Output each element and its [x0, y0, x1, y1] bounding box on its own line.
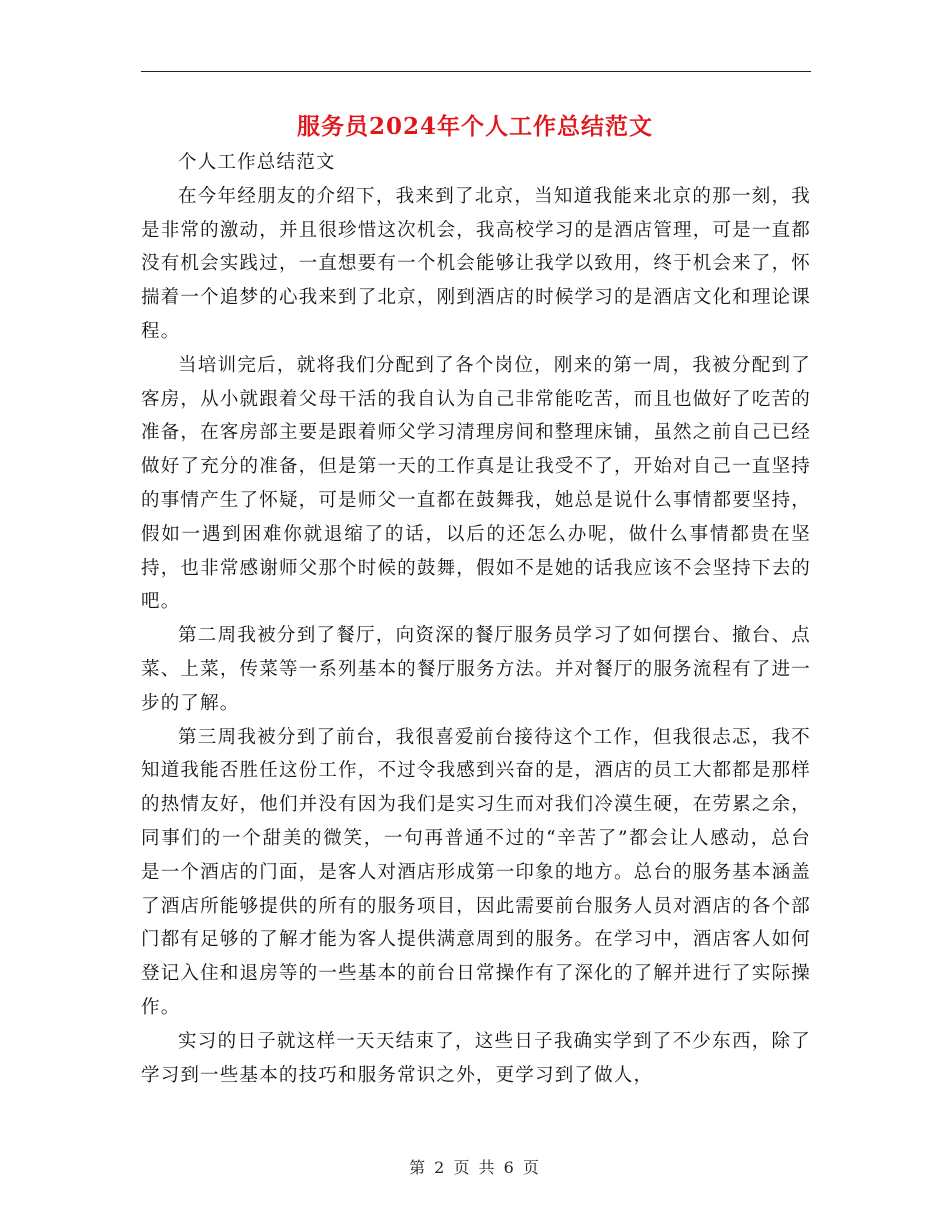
paragraph: 第三周我被分到了前台，我很喜爱前台接待这个工作，但我很忐忑，我不知道我能否胜任这份工作，不过令我感到兴奋的是，酒店的员工大都都是那样的热情友好，他们并没有因为我们是实习生而对我们冷漠生硬，在劳累之余，同事们的一个甜美的微笑，一句再普通不过的“辛苦了”都会让人感动，总台是一个酒店的门面，是客人对酒店形成第一印象的地方。总台的服务基本涵盖了酒店所能够提供的所有的服务项目，因此需要前台服务人员对酒店的各个部门都有足够的了解才能为客人提供满意周到的服务。在学习中，酒店客人如何登记入住和退房等的一些基本的前台日常操作有了深化的了解并进行了实际操作。 — [141, 726, 811, 1018]
paragraph: 在今年经朋友的介绍下，我来到了北京，当知道我能来北京的那一刻，我是非常的激动，并且很珍惜这次机会，我高校学习的是酒店管理，可是一直都没有机会实践过，一直想要有一个机会能够让我学以致用，终于机会来了，怀揣着一个追梦的心我来到了北京，刚到酒店的时候学习的是酒店文化和理论课程。 — [141, 185, 811, 342]
paragraph: 当培训完后，就将我们分配到了各个岗位，刚来的第一周，我被分配到了客房，从小就跟着父母干活的我自认为自己非常能吃苦，而且也做好了吃苦的准备，在客房部主要是跟着师父学习清理房间和整理床铺，虽然之前自己已经做好了充分的准备，但是第一天的工作真是让我受不了，开始对自己一直坚持的事情产生了怀疑，可是师父一直都在鼓舞我，她总是说什么事情都要坚持，假如一遇到困难你就退缩了的话，以后的还怎么办呢，做什么事情都贵在坚持，也非常感谢师父那个时候的鼓舞，假如不是她的话我应该不会坚持下去的吧。 — [141, 354, 811, 613]
document-subtitle: 个人工作总结范文 — [178, 152, 336, 173]
header-rule — [141, 71, 811, 72]
paragraph: 实习的日子就这样一天天结束了，这些日子我确实学到了不少东西，除了学习到一些基本的技巧和服务常识之外，更学习到了做人， — [141, 1030, 811, 1086]
document-title: 服务员2024年个人工作总结范文 — [296, 113, 653, 140]
document-body — [141, 146, 811, 1092]
paragraph: 第二周我被分到了餐厅，向资深的餐厅服务员学习了如何摆台、撤台、点菜、上菜，传菜等一系列基本的餐厅服务方法。并对餐厅的服务流程有了进一步的了解。 — [141, 625, 811, 714]
page-number: 第 2 页 共 6 页 — [409, 1158, 541, 1177]
